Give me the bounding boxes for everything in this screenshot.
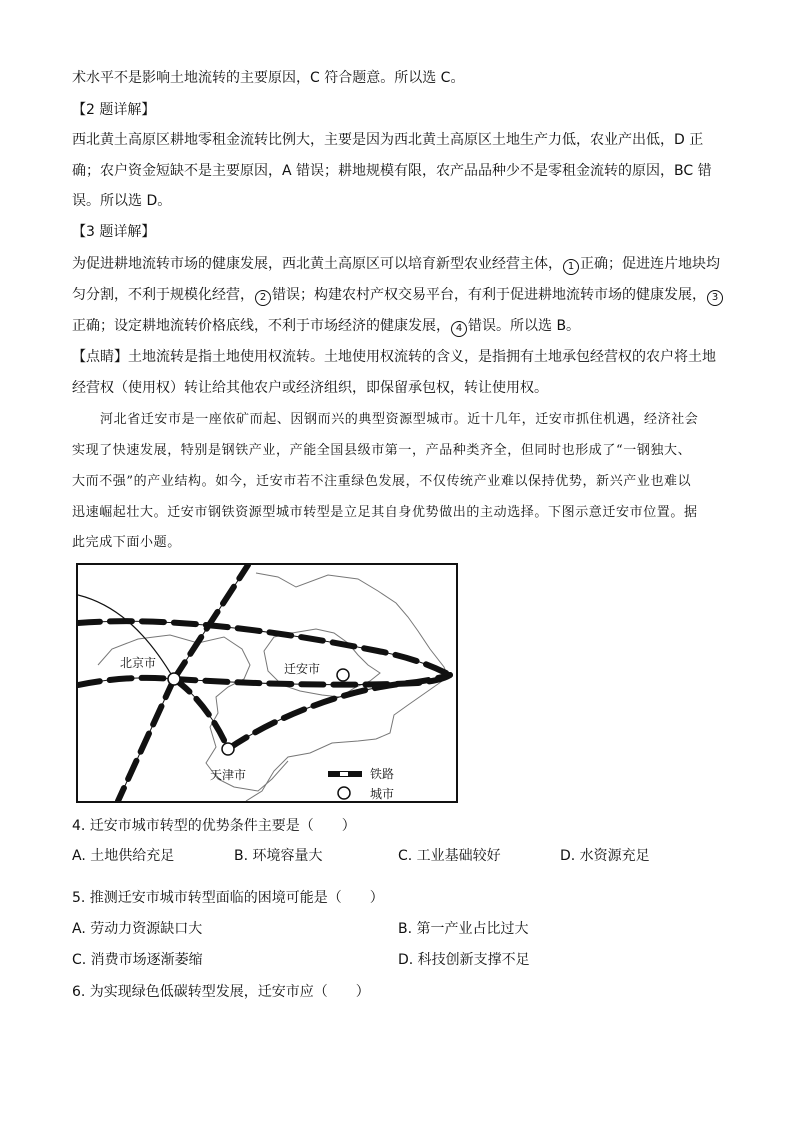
railway-beijing-tianjin <box>174 679 228 749</box>
question-6-stem: 6. 为实现绿色低碳转型发展，迁安市应（ ） <box>72 984 370 1000</box>
map-canvas <box>78 565 456 801</box>
key-point-line-2: 经营权（使用权）转让给其他农户或经济组织，即保留承包权，转让使用权。 <box>72 380 548 396</box>
passage-line-2: 实现了快速发展，特别是钢铁产业，产能全国县级市第一，产品种类齐全，但同时也形成了“一钢独大、 <box>72 443 692 458</box>
passage-line-4: 迅速崛起壮大。迁安市钢铁资源型城市转型是立足其自身优势做出的主动选择。下图示意迁安市位置。据 <box>72 505 698 520</box>
legend-city-label: 城市 <box>370 787 395 801</box>
explain-3-line-3: 正确；设定耕地流转价格底线，不利于市场经济的健康发展， 4 错误。所以选 B。 <box>72 316 580 337</box>
q5-option-d[interactable]: D. 科技创新支撑不足 <box>398 952 530 968</box>
passage-line-1: 河北省迁安市是一座依矿而起、因钢而兴的典型资源型城市。近十几年，迁安市抓住机遇，经济社会 <box>100 412 699 427</box>
q4-option-b[interactable]: B. 环境容量大 <box>234 848 323 864</box>
railway-network <box>78 565 450 801</box>
city-qianan-marker <box>337 669 349 681</box>
city-tianjin-label: 天津市 <box>210 768 247 782</box>
city-qianan-label: 迁安市 <box>284 662 321 676</box>
explain-3-line-2: 匀分割，不利于规模化经营， 2 错误；构建农村产权交易平台，有利于促进耕地流转市场的健康发展， 3 <box>72 285 724 306</box>
explain-2-line-1: 西北黄土高原区耕地零租金流转比例大，主要是因为西北黄土高原区土地生产力低，农业产出低，D 正 <box>72 132 704 148</box>
explain-3-line-1: 为促进耕地流转市场的健康发展，西北黄土高原区可以培育新型农业经营主体， 1 正确；促进连片地块均 <box>72 254 720 275</box>
passage-line-5: 此完成下面小题。 <box>72 535 181 550</box>
explain-2-line-2: 确；农户资金短缺不是主要原因，A 错误；耕地规模有限，农产品品种少不是零租金流转的原因，BC 错 <box>72 163 712 179</box>
q5-option-b[interactable]: B. 第一产业占比过大 <box>398 921 529 937</box>
explain-1-conclusion: 术水平不是影响土地流转的主要原因，C 符合题意。所以选 C。 <box>72 70 465 86</box>
map-legend <box>328 766 394 801</box>
q4-option-a[interactable]: A. 土地供给充足 <box>72 848 175 864</box>
question-4-stem: 4. 迁安市城市转型的优势条件主要是（ ） <box>72 818 356 834</box>
city-tianjin-marker <box>222 743 234 755</box>
q5-option-a[interactable]: A. 劳动力资源缺口大 <box>72 921 203 937</box>
city-beijing-marker <box>168 673 180 685</box>
q4-option-d[interactable]: D. 水资源充足 <box>560 848 650 864</box>
q5-option-c[interactable]: C. 消费市场逐渐萎缩 <box>72 952 203 968</box>
circled-number-3: 3 <box>707 290 723 306</box>
q4-option-c[interactable]: C. 工业基础较好 <box>398 848 501 864</box>
explain-2-line-3: 误。所以选 D。 <box>72 193 172 209</box>
explain-3-heading: 【3 题详解】 <box>72 224 156 240</box>
city-beijing-label: 北京市 <box>120 656 157 670</box>
question-5-stem: 5. 推测迁安市城市转型面临的困境可能是（ ） <box>72 890 384 906</box>
circled-number-1: 1 <box>563 259 579 275</box>
circled-number-2: 2 <box>255 290 271 306</box>
explain-2-heading: 【2 题详解】 <box>72 102 156 118</box>
location-map <box>76 563 458 803</box>
passage-line-3: 大而不强”的产业结构。如今，迁安市若不注重绿色发展，不仅传统产业难以保持优势，新兴产业也难以 <box>72 474 692 489</box>
key-point-line-1: 【点睛】土地流转是指土地使用权流转。土地使用权流转的含义，是指拥有土地承包经营权的农户将土地 <box>72 349 716 365</box>
circled-number-4: 4 <box>451 321 467 337</box>
legend-city-symbol <box>338 787 350 799</box>
legend-railway-label: 铁路 <box>370 767 395 781</box>
